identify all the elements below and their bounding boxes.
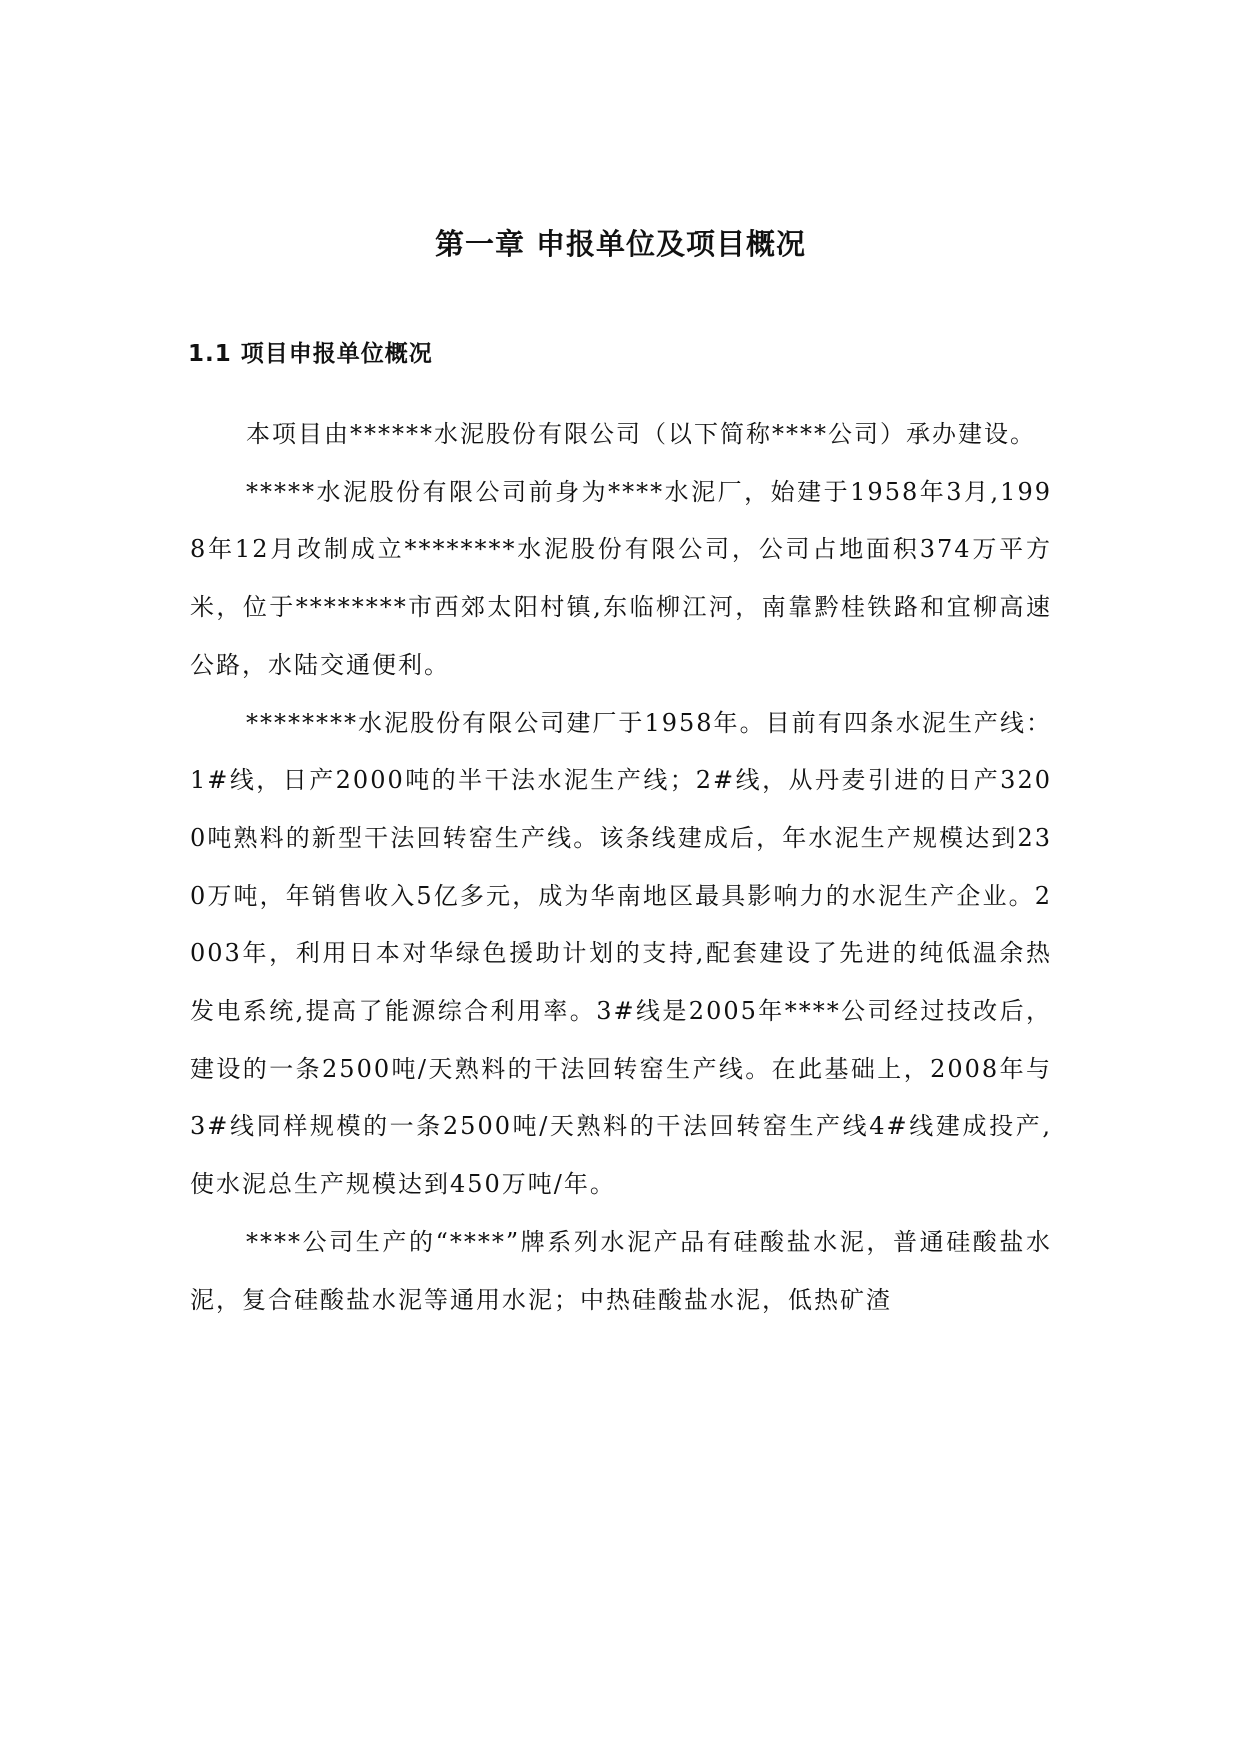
paragraph-products: ****公司生产的“****”牌系列水泥产品有硅酸盐水泥，普通硅酸盐水泥，复合硅酸盐水泥等通用水泥；中热硅酸盐水泥，低热矿渣: [190, 1227, 1052, 1314]
paragraph-intro: 本项目由******水泥股份有限公司（以下简称****公司）承办建设。: [246, 420, 1036, 448]
chapter-title: 第一章 申报单位及项目概况: [434, 227, 807, 262]
body-text: [190, 406, 1052, 1329]
section-title: 1.1 项目申报单位概况: [188, 341, 433, 368]
paragraph-production-lines: ********水泥股份有限公司建厂于1958年。目前有四条水泥生产线：1#线，日产2000吨的半干法水泥生产线；2#线，从丹麦引进的日产3200吨熟料的新型干法回转窑生产线。该条线建成后，年水泥生产规模达到230万吨，年销售收入5亿多元，成为华南地区最具影响力的水泥生产企业。2003年，利用日本对华绿色援助计划的支持,配套建设了先进的纯低温余热发电系统,提高了能源综合利用率。3#线是2005年****公司经过技改后，建设的一条2500吨/天熟料的干法回转窑生产线。在此基础上，2008年与3#线同样规模的一条2500吨/天熟料的干法回转窑生产线4#线建成投产,使水泥总生产规模达到450万吨/年。: [190, 708, 1052, 1199]
paragraph-company-history: *****水泥股份有限公司前身为****水泥厂，始建于1958年3月,1998年12月改制成立********水泥股份有限公司，公司占地面积374万平方米，位于********市西郊太阳村镇,东临柳江河，南靠黔桂铁路和宜柳高速公路，水陆交通便利。: [190, 477, 1052, 679]
